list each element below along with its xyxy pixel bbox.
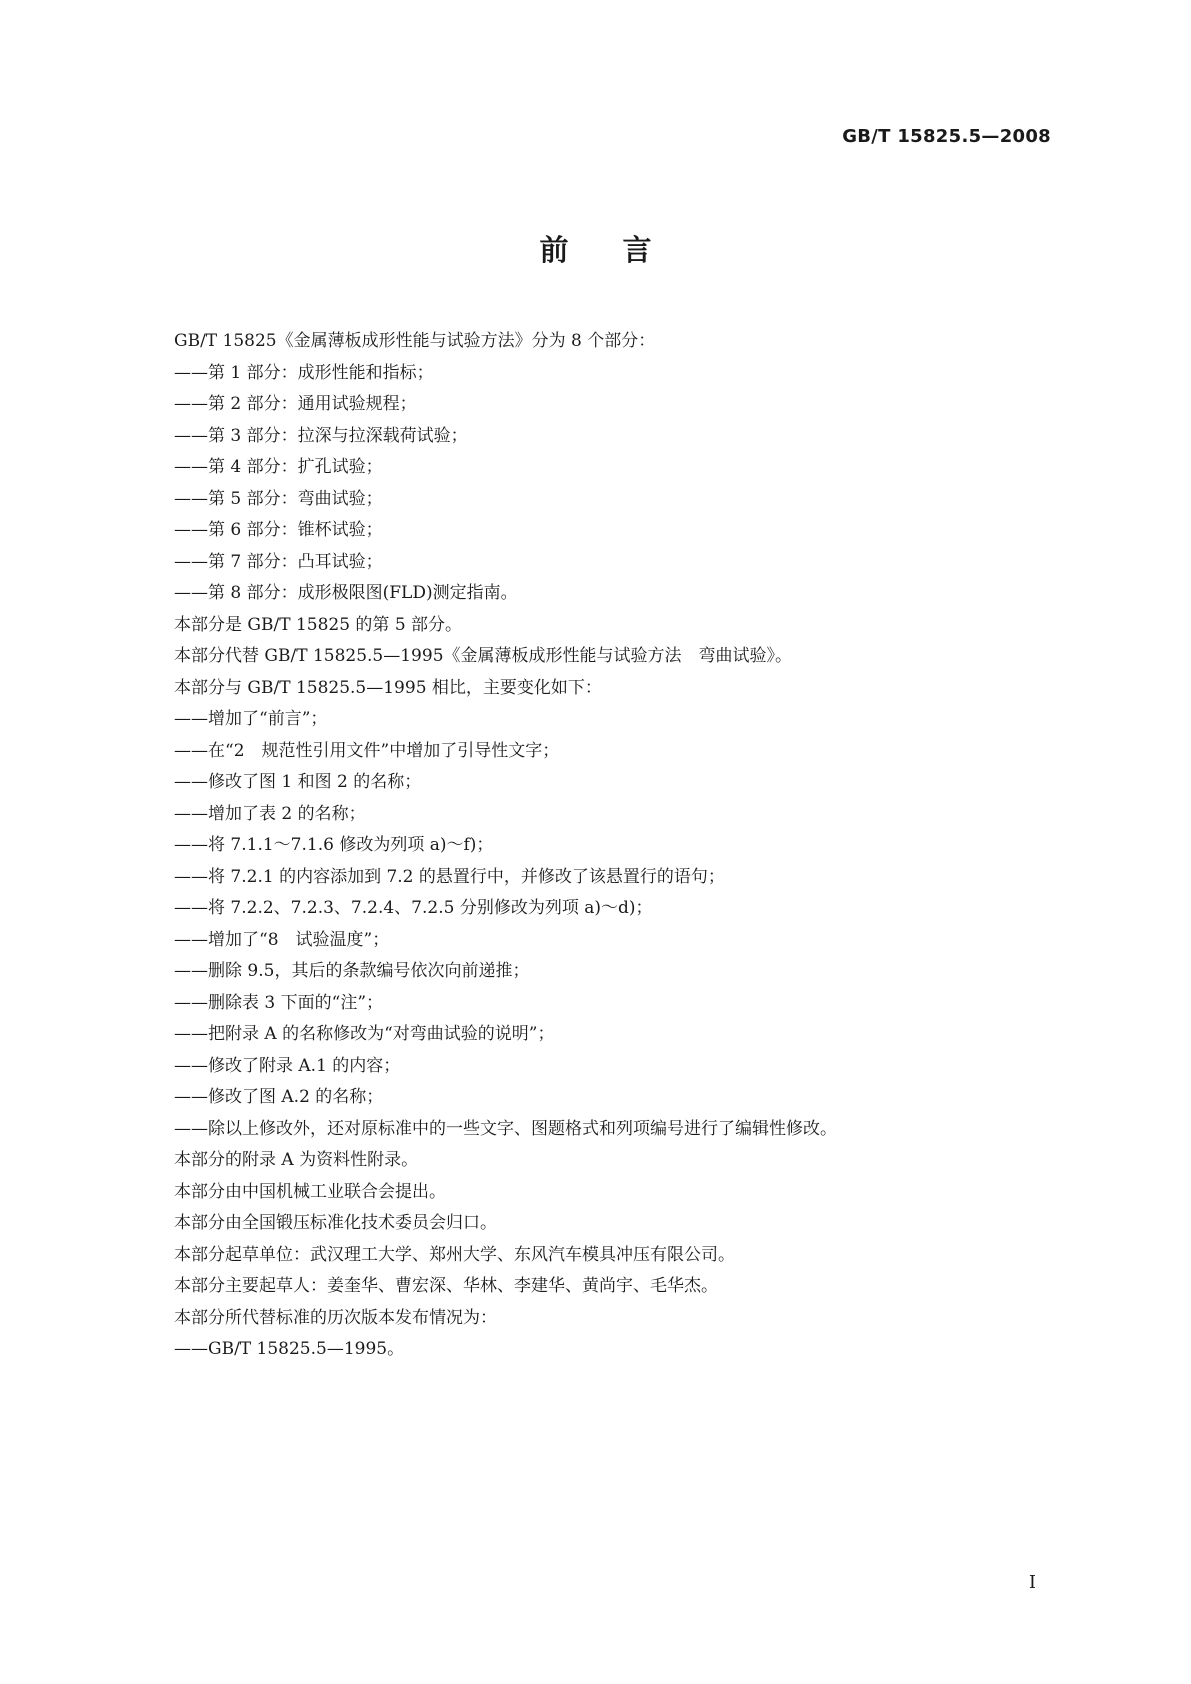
paragraph-line: ——第 3 部分：拉深与拉深载荷试验； — [174, 425, 468, 446]
paragraph-line: 本部分是 GB/T 15825 的第 5 部分。 — [174, 614, 463, 635]
paragraph-line: ——第 7 部分：凸耳试验； — [174, 551, 383, 572]
paragraph-line: 本部分主要起草人：姜奎华、曹宏深、华林、李建华、黄尚宇、毛华杰。 — [174, 1276, 718, 1296]
paragraph-line: ——第 4 部分：扩孔试验； — [174, 457, 383, 477]
standard-number: GB/T 15825.5—2008 — [842, 126, 1051, 147]
paragraph-line: ——将 7.1.1～7.1.6 修改为列项 a)～f)； — [174, 835, 494, 855]
paragraph-line: 本部分由中国机械工业联合会提出。 — [174, 1181, 446, 1202]
paragraph-line: 本部分代替 GB/T 15825.5—1995《金属薄板成形性能与试验方法 弯曲试验》。 — [174, 646, 793, 666]
paragraph-line: ——删除 9.5，其后的条款编号依次向前递推； — [174, 961, 530, 981]
paragraph-line: ——第 8 部分：成形极限图(FLD)测定指南。 — [174, 583, 518, 603]
paragraph-line: ——第 1 部分：成形性能和指标； — [174, 362, 434, 383]
paragraph-line: GB/T 15825《金属薄板成形性能与试验方法》分为 8 个部分： — [174, 331, 656, 351]
paragraph-line: 本部分起草单位：武汉理工大学、郑州大学、东风汽车模具冲压有限公司。 — [174, 1244, 735, 1265]
paragraph-line: 本部分与 GB/T 15825.5—1995 相比，主要变化如下： — [174, 677, 602, 698]
paragraph-line: ——第 2 部分：通用试验规程； — [174, 394, 417, 414]
paragraph-line: ——将 7.2.2、7.2.3、7.2.4、7.2.5 分别修改为列项 a)～d)； — [174, 898, 653, 918]
paragraph-line: ——修改了图 A.2 的名称； — [174, 1087, 384, 1107]
paragraph-line: ——在“2 规范性引用文件”中增加了引导性文字； — [174, 740, 560, 761]
page-title: 前言 — [539, 233, 706, 267]
paragraph-line: ——GB/T 15825.5—1995。 — [174, 1339, 405, 1359]
paragraph-line: 本部分所代替标准的历次版本发布情况为： — [174, 1307, 497, 1328]
paragraph-line: 本部分的附录 A 为资料性附录。 — [174, 1150, 419, 1170]
paragraph-line: ——把附录 A 的名称修改为“对弯曲试验的说明”； — [174, 1024, 555, 1044]
paragraph-line: ——增加了“8 试验温度”； — [174, 929, 390, 950]
foreword-body — [174, 326, 1074, 1366]
paragraph-line: ——第 5 部分：弯曲试验； — [174, 488, 383, 509]
paragraph-line: ——将 7.2.1 的内容添加到 7.2 的悬置行中，并修改了该悬置行的语句； — [174, 866, 725, 887]
paragraph-line: ——增加了表 2 的名称； — [174, 803, 366, 824]
page-number: I — [1028, 1572, 1036, 1593]
paragraph-line: ——删除表 3 下面的“注”； — [174, 992, 384, 1013]
paragraph-line: ——第 6 部分：锥杯试验； — [174, 520, 383, 540]
paragraph-line: 本部分由全国锻压标准化技术委员会归口。 — [174, 1213, 497, 1233]
paragraph-line: ——修改了图 1 和图 2 的名称； — [174, 772, 422, 792]
paragraph-line: ——修改了附录 A.1 的内容； — [174, 1055, 401, 1076]
paragraph-line: ——增加了“前言”； — [174, 709, 328, 729]
paragraph-line: ——除以上修改外，还对原标准中的一些文字、图题格式和列项编号进行了编辑性修改。 — [174, 1118, 837, 1139]
